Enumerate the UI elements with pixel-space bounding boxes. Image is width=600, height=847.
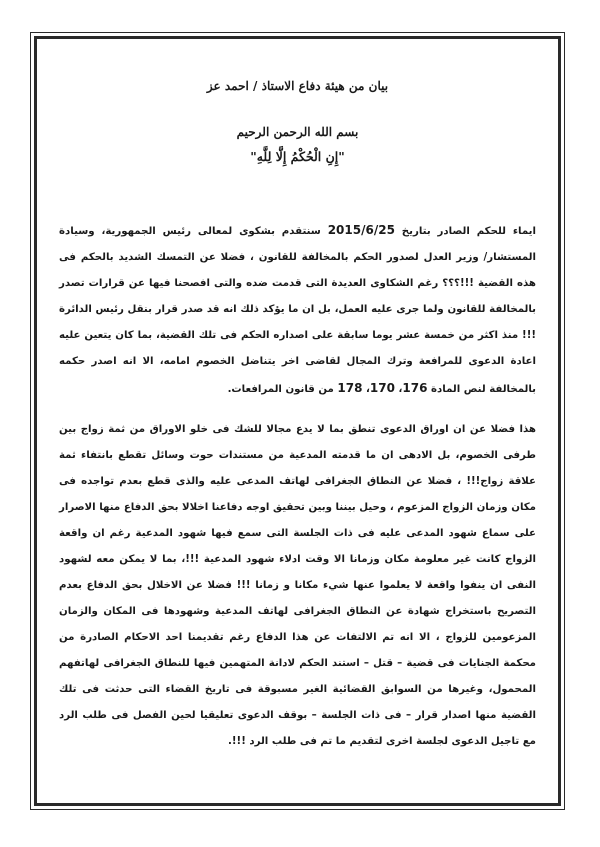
document-title: بيان من هيئة دفاع الاستاذ / احمد عز [206,79,389,93]
paragraph-1-end: من قانون المرافعات. [227,384,338,395]
separator-1: ، [394,384,403,395]
paragraph-1-body: سنتقدم بشكوى لمعالى رئيس الجمهورية، وسيادة المستشار/ وزير العدل لصدور الحكم بالمخالفة للقانون ، فضلا عن التمسك الشديد بالحكم فى هذه القضية !!!؟؟؟ رغم الشكاوى العديدة التى قدمت ضده والتى افصحنا فيها عن قرارات تصدر بالمخالفة للقانون ولما جرى عليه العمل، بل ان ما يؤكد ذلك انه قد صدر قرار بنقل رئيس الدائرة !!! منذ اكثر من خمسة عشر يوما سابقة على اصداره الحكم فى تلك القضية، بما كان يتعين عليه اعادة الدعوى للمرافعة وترك المجال لقاضى اخر يتناضل الخصوم امامه، الا انه اصدر حكمه بالمخالفة لنص المادة [59,226,536,395]
separator-2: ، [362,384,370,395]
article-number-178: 178 [337,381,363,395]
quranic-quote: "إِنِ الْحُكْمُ إِلَّا لِلَّهِ" [250,149,345,164]
article-number-170: 170 [369,381,395,395]
verdict-date: 2015/6/25 [327,223,395,237]
article-number-176: 176 [402,381,428,395]
paragraph-2: هذا فضلا عن ان اوراق الدعوى تنطق بما لا يدع مجالا للشك فى خلو الاوراق من ثمة زواج بين طرفى الخصوم، بل الادهى ان ما قدمته المدعية من مستندات حوت وسائل تقطع بانتفاء ثمة علاقة زواج!!! ، فضلا عن النطاق الجغرافى لهاتف المدعى عليه والذى قطع بعدم تواجده فى مكان وزمان الزواج المزعوم ، وحيل بيننا وبين تحقيق اوجه دفاعنا اخلالا بحق الدفاع منها الاصرار على سماع شهود المدعى عليه فى ذات الجلسة التى سمع فيها شهود المدعية رغم ان واقعة الزواج كانت غير معلومة مكان وزمانا الا وقت ادلاء شهود المدعية !!!، بما لا يمكن معه لشهود النفى ان ينفوا واقعة لا يعلموا عنها شيء مكانا و زمانا !!! فضلا عن الاخلال بحق الدفاع بعدم التصريح باستخراج شهادة عن النطاق الجغرافى لهاتف المدعية وشهودها فى المكان والزمان المزعومين للزواج ، الا انه تم الالتفات عن هذا الدفاع رغم تقديمنا احد الاحكام الصادرة من محكمة الجنايات فى قضية – قتل – استند الحكم لادانة المتهمين فيها للنطاق الجغرافى لهاتفهم المحمول، وغيرها من السوابق القضائية الغير مسبوقة فى تاريخ القضاء التى حدثت فى تلك القضية منها اصدار قرار – فى ذات الجلسة – بوقف الدعوى تعليقيا لحين الفصل فى طلب الرد مع تاجيل الدعوى لجلسة اخرى لتقديم ما تم فى طلب الرد !!!. [59,424,536,747]
document-page [34,36,561,806]
paragraph-1 [59,217,536,403]
paragraph-1-intro: ايماء للحكم الصادر بتاريخ [394,226,536,237]
basmala: بسم الله الرحمن الرحيم [236,125,359,139]
